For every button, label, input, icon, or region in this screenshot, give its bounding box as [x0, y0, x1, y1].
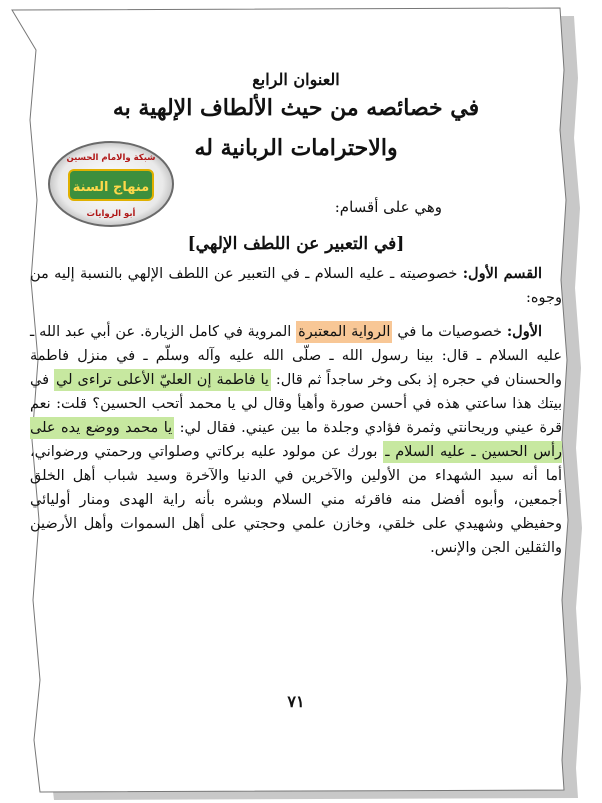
logo-text-top: شبكة والامام الحسين [66, 153, 156, 163]
chapter-title-line-1: في خصائصه من حيث الألطاف الإلهية به [112, 95, 480, 121]
point-1-text-b: المروية في كامل الزيارة. [139, 324, 292, 340]
chapter-title-line-2: والاحترامات الربانية له [194, 135, 398, 161]
paragraph-point-1 [30, 320, 562, 560]
body-text [30, 262, 562, 560]
highlight-orange: الرواية المعتبرة [296, 321, 392, 343]
part-1-label: القسم الأول: [462, 265, 542, 282]
point-1-text-d: في بيتك هذا ساعتي هذه في أحسن صورة وأهيأ وقال لي يا محمد أتحب الحسين؟ قلت: نعم قرة عيني وريحانتي وثمرة فؤادي وجلدة ما بين عيني. فقال لي: [30, 372, 563, 436]
logo-text-main: منهاج السنة [72, 180, 150, 195]
part-1-text: خصوصيته ـ عليه السلام ـ في التعبير عن اللطف الإلهي بالنسبة إليه من وجوه: [30, 266, 562, 306]
section-heading: [في التعبير عن اللطف الإلهي] [187, 234, 405, 254]
page-number: ٧١ [287, 692, 305, 711]
site-logo [44, 138, 179, 230]
paragraph-part-1 [30, 262, 562, 310]
highlight-green-2: يا محمد ووضع يده على رأس الحسين ـ عليه السلام ـ [30, 417, 562, 463]
highlight-green-1: يا فاطمة إن العليّ الأعلى تراءى لي [54, 369, 271, 391]
document-page [30, 0, 562, 803]
point-1-text-c: عن أبي عبد الله ـ عليه السلام ـ قال: بينا رسول الله ـ صلّى الله عليه وآله وسلّم ـ في منزل فاطمة والحسنان في حجره إذ بكى وخر ساجداً ثم قال: [30, 324, 563, 388]
point-1-text-a: خصوصيات ما في [397, 324, 502, 340]
logo-text-bottom: أبو الروايات [86, 209, 136, 219]
point-1-text-e: بورك عن مولود عليه بركاتي وصلواتي ورحمتي ورضواني، أما أنه سيد الشهداء من الأولين والآخرين في الدنيا والآخرة وسيد شباب أهل الخلق أجمعين، وأبوه أفضل منه فاقرئه مني السلام وبشره بأنه راية الهدى ومنار أوليائي وحفيظي وشهيدي على خلقي، وخازن علمي وحجتي على أهل السموات وأهل الأرضين والثقلين الجن والإنس. [30, 444, 562, 556]
chapter-label: العنوان الرابع [252, 70, 340, 89]
intro-text: وهي على أقسام: [334, 198, 442, 216]
point-1-label: الأول: [506, 323, 543, 340]
